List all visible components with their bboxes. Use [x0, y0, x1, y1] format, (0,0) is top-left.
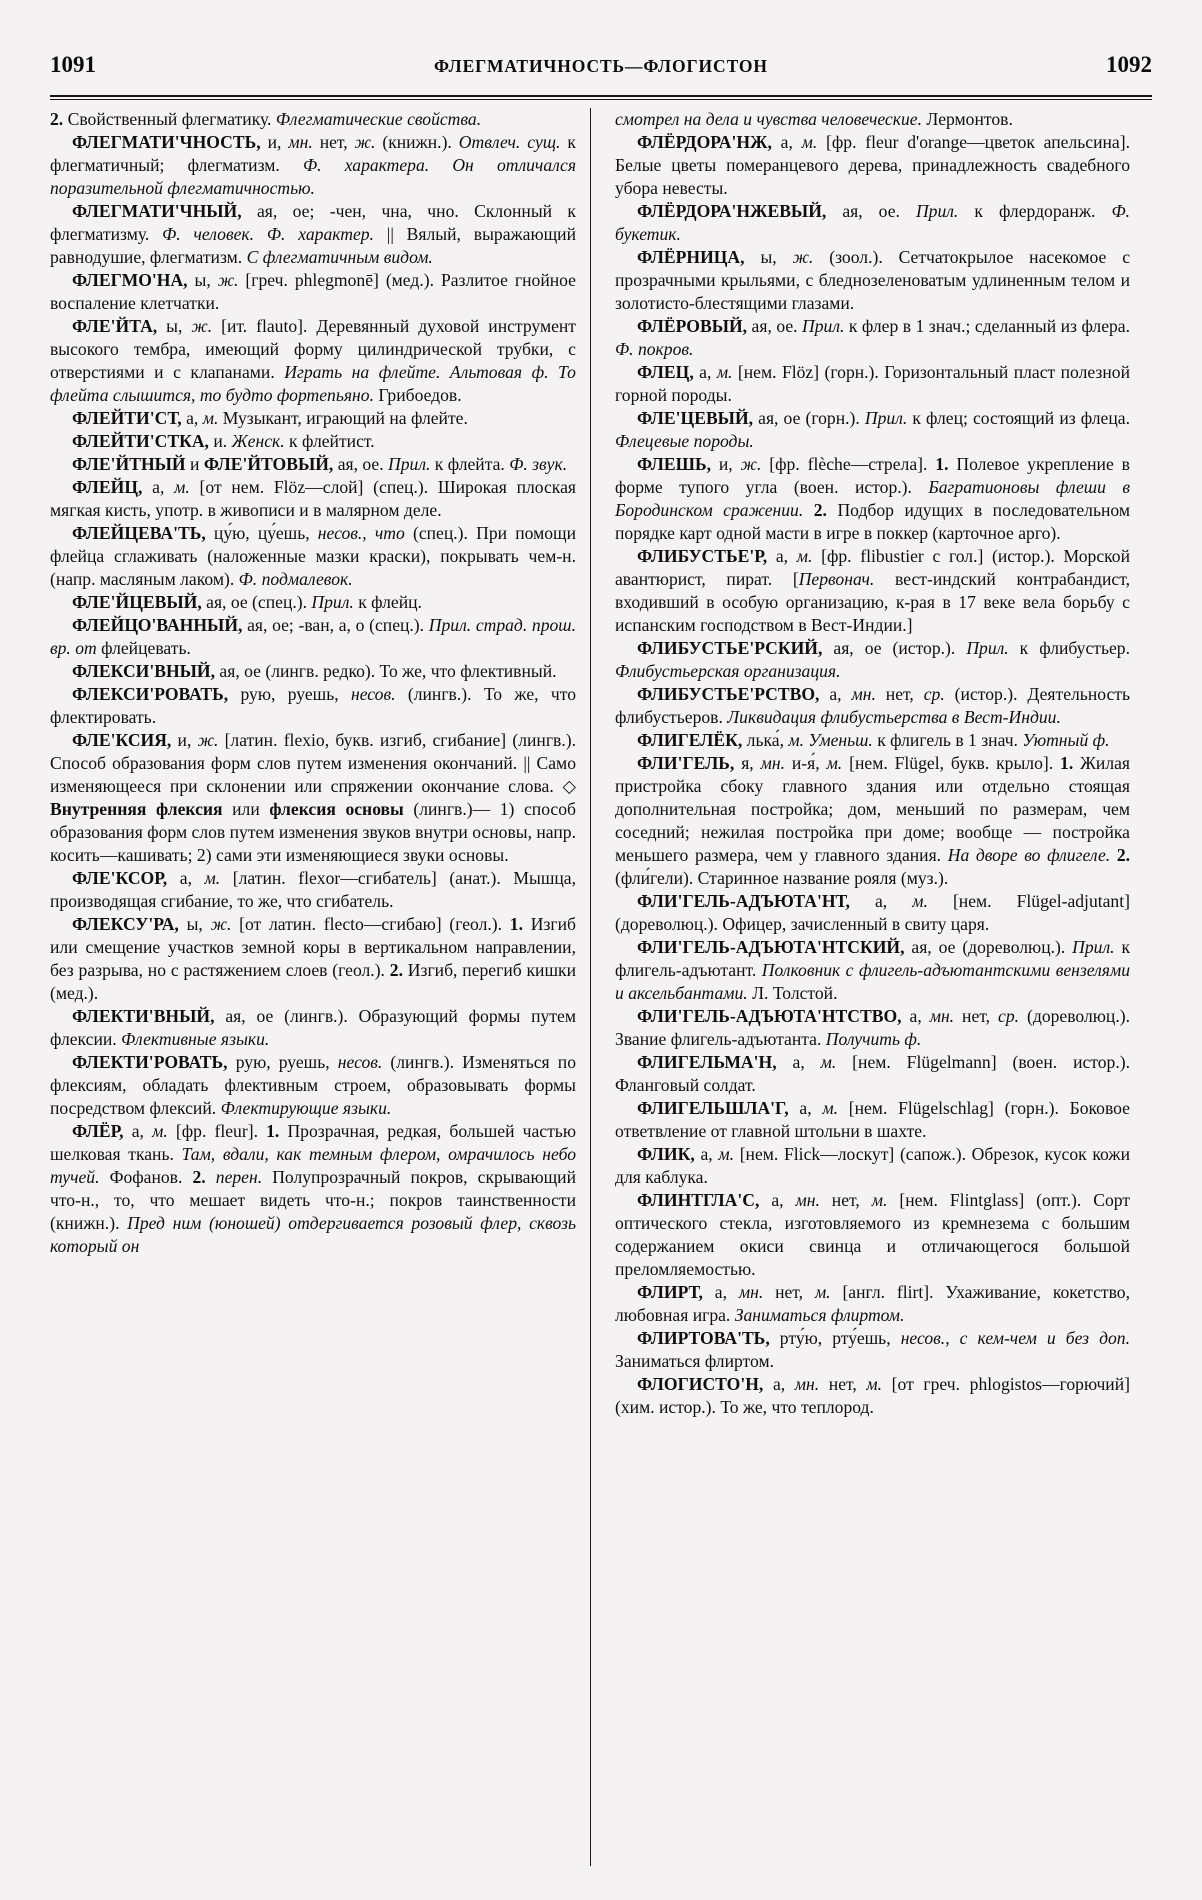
dictionary-entry: ФЛЕКСИ'РОВАТЬ, рую, руешь, несов. (лингв.). То же, что флектировать.: [50, 684, 576, 727]
dictionary-entry: ФЛЕЙТИ'СТКА, и. Женск. к флейтист.: [72, 431, 375, 451]
dictionary-entry: ФЛЕ'ЙЦЕВЫЙ, ая, ое (спец.). Прил. к флейц.: [72, 592, 422, 612]
dictionary-entry: ФЛЕЙЦО'ВАННЫЙ, ая, ое; -ван, а, о (спец.). Прил. страд. прош. вр. от флейцевать.: [50, 615, 576, 658]
dictionary-entry: ФЛИГЕЛЬШЛА'Г, а, м. [нем. Flügelschlag] (горн.). Боковое ответвление от главной штольни в шахте.: [615, 1098, 1130, 1141]
dictionary-entry: ФЛЕ'ЙТА, ы, ж. [ит. flauto]. Деревянный духовой инструмент высокого тембра, имеющий форму цилиндрической трубки, с отверстиями и с клапанами. Играть на флейте. Альтовая ф. То флейта слышится, то будто фортепьяно. Грибоедов.: [50, 316, 576, 405]
dictionary-entry: ФЛЕКТИ'ВНЫЙ, ая, ое (лингв.). Образующий формы путем флексии. Флективные языки.: [50, 1006, 576, 1049]
running-head: [50, 52, 1152, 86]
dictionary-entry: ФЛИ'ГЕЛЬ-АДЪЮТА'НТ, а, м. [нем. Flügel-adjutant] (дореволюц.). Офицер, зачисленный в свиту царя.: [615, 891, 1130, 934]
folio-left: 1091: [50, 52, 96, 77]
dictionary-entry: ФЛИНТГЛА'С, а, мн. нет, м. [нем. Flintglass] (опт.). Сорт оптического стекла, изготовляемого из кремнезема с большим содержанием окиси свинца и отличающегося большой преломляемостью.: [615, 1190, 1130, 1279]
dictionary-entry: ФЛЕ'ЙТНЫЙ и ФЛЕ'ЙТОВЫЙ, ая, ое. Прил. к флейта. Ф. звук.: [72, 454, 568, 474]
dictionary-entry: ФЛЕГМО'НА, ы, ж. [греч. phlegmonē] (мед.). Разлитое гнойное воспаление клетчатки.: [50, 270, 576, 313]
dictionary-entry: ФЛИК, а, м. [нем. Flick—лоскут] (сапож.). Обрезок, кусок кожи для каблука.: [615, 1144, 1130, 1187]
dictionary-entry: ФЛЕЦ, а, м. [нем. Flöz] (горн.). Горизонтальный пласт полезной горной породы.: [615, 362, 1130, 405]
dictionary-entry: ФЛИГЕЛЬМА'Н, а, м. [нем. Flügelmann] (воен. истор.). Фланговый солдат.: [615, 1052, 1130, 1095]
dictionary-entry: ФЛЕГМАТИ'ЧНОСТЬ, и, мн. нет, ж. (книжн.). Отвлеч. сущ. к флегматичный; флегматизм. Ф. характера. Он отличался поразительной флегматичностью.: [50, 132, 576, 198]
dictionary-entry: ФЛЕ'КСИЯ, и, ж. [латин. flexio, букв. изгиб, сгибание] (лингв.). Способ образования форм слов путем изменения окончаний. || Само изменяющееся при склонении или спряжении окончание слова. ◇ Внутренняя флексия или флексия основы (лингв.)— 1) способ образования форм слов путем изменения звуков внутри основы, напр. косить—кашивать; 2) сами эти изменяющиеся звуки основы.: [50, 730, 576, 865]
dictionary-entry: ФЛИБУСТЬЕ'РСТВО, а, мн. нет, ср. (истор.). Деятельность флибустьеров. Ликвидация флибустьерства в Вест-Индии.: [615, 684, 1130, 727]
dictionary-entry: ФЛЁРДОРА'НЖ, а, м. [фр. fleur d'orange—цветок апельсина]. Белые цветы померанцевого дерева, принадлежность свадебного убора невесты.: [615, 132, 1130, 198]
dictionary-entry: ФЛОГИСТО'Н, а, мн. нет, м. [от греч. phlogistos—горючий] (хим. истор.). То же, что теплород.: [615, 1374, 1130, 1417]
dictionary-entry: ФЛЕ'КСОР, а, м. [латин. flexor—сгибатель] (анат.). Мышца, производящая сгибание, то же, что сгибатель.: [50, 868, 576, 911]
dictionary-entry: ФЛИГЕЛЁК, лька́, м. Уменьш. к флигель в 1 знач. Уютный ф.: [637, 730, 1110, 750]
column-right: [590, 108, 1130, 1866]
dictionary-entry: ФЛЁРОВЫЙ, ая, ое. Прил. к флер в 1 знач.; сделанный из флера. Ф. покров.: [615, 316, 1131, 359]
dictionary-entry: ФЛЁР, а, м. [фр. fleur]. 1. Прозрачная, редкая, большей частью шелковая ткань. Там, вдали, как темным флером, омрачилось небо тучей. Фофанов. 2. перен. Полупрозрачный покров, скрывающий что-н., то, что мешает видеть что-н.; покров таинственности (книжн.). Пред ним (юношей) отдергивается розовый флер, сквозь который он: [50, 1121, 577, 1256]
dictionary-entry: ФЛЁРНИЦА, ы, ж. (зоол.). Сетчатокрылое насекомое с прозрачными крыльями, с бледнозеленоватым удлиненным телом и золотисто-блестящими глазами.: [615, 247, 1130, 313]
dictionary-entry: ФЛЕ'ЦЕВЫЙ, ая, ое (горн.). Прил. к флец; состоящий из флеца. Флецевые породы.: [615, 408, 1130, 451]
dictionary-entry: ФЛИРТОВА'ТЬ, рту́ю, рту́ешь, несов., с кем-чем и без доп. Заниматься флиртом.: [615, 1328, 1131, 1371]
dictionary-entry: ФЛЕКСИ'ВНЫЙ, ая, ое (лингв. редко). То же, что флективный.: [72, 661, 557, 681]
dictionary-entry: ФЛЁРДОРА'НЖЕВЫЙ, ая, ое. Прил. к флердоранж. Ф. букетик.: [615, 201, 1131, 244]
entry-continuation: 2. Свойственный флегматику. Флегматические свойства.: [50, 109, 482, 129]
dictionary-entry: ФЛИРТ, а, мн. нет, м. [англ. flirt]. Ухаживание, кокетство, любовная игра. Заниматься флиртом.: [615, 1282, 1130, 1325]
text-columns: [50, 108, 1152, 1866]
dictionary-entry: ФЛИБУСТЬЕ'РСКИЙ, ая, ое (истор.). Прил. к флибустьер. Флибустьерская организация.: [615, 638, 1130, 681]
dictionary-entry: ФЛИ'ГЕЛЬ, я, мн. и-я́, м. [нем. Flügel, букв. крыло]. 1. Жилая пристройка сбоку главного здания или отдельно стоящая дополнительная постройка; дом, меньший по размерам, чем соседний; нежилая постройка при доме; вообще — постройка меньшего размера, чем у главного здания. На дворе во флигеле. 2. (фли́гели). Старинное название рояля (муз.).: [615, 753, 1131, 888]
dictionary-entry: ФЛИБУСТЬЕ'Р, а, м. [фр. flibustier с гол.] (истор.). Морской авантюрист, пират. [Первонач. вест-индский контрабандист, входивший в особую организацию, к-рая в 17 веке вела борьбу с испанским господством в Вест-Индии.]: [615, 546, 1130, 635]
running-title: ФЛЕГМАТИЧНОСТЬ—ФЛОГИСТОН: [434, 56, 768, 76]
dictionary-entry: ФЛИ'ГЕЛЬ-АДЪЮТА'НТСТВО, а, мн. нет, ср. (дореволюц.). Звание флигель-адъютанта. Получить ф.: [615, 1006, 1130, 1049]
dictionary-entry: ФЛЕЙЦ, а, м. [от нем. Flöz—слой] (спец.). Широкая плоская мягкая кисть, употр. в живописи и в малярном деле.: [50, 477, 576, 520]
dictionary-entry: ФЛЕШЬ, и, ж. [фр. flèche—стрела]. 1. Полевое укрепление в форме тупого угла (воен. истор.). Багратионовы флеши в Бородинском сражении. 2. Подбор идущих в последовательном порядке карт одной масти в игре в поккер (карточное арго).: [615, 454, 1130, 543]
dictionary-entry: ФЛЕКТИ'РОВАТЬ, рую, руешь, несов. (лингв.). Изменяться по флексиям, обладать флективным строем, образовывать формы посредством флексий. Флектирующие языки.: [50, 1052, 576, 1118]
dictionary-entry: ФЛИ'ГЕЛЬ-АДЪЮТА'НТСКИЙ, ая, ое (дореволюц.). Прил. к флигель-адъютант. Полковник с флигель-адъютантскими вензелями и аксельбантами. Л. Толстой.: [615, 937, 1130, 1003]
header-rule: [50, 95, 1152, 100]
dictionary-entry: ФЛЕГМАТИ'ЧНЫЙ, ая, ое; -чен, чна, чно. Склонный к флегматизму. Ф. человек. Ф. характер. || Вялый, выражающий равнодушие, флегматизм. С флегматичным видом.: [50, 201, 576, 267]
column-left: [50, 108, 590, 1866]
folio-right: 1092: [1105, 52, 1152, 77]
dictionary-entry: ФЛЕКСУ'РА, ы, ж. [от латин. flecto—сгибаю] (геол.). 1. Изгиб или смещение участков земной коры в вертикальном направлении, без разрыва, но с растяжением слоев (геол.). 2. Изгиб, перегиб кишки (мед.).: [50, 914, 576, 1003]
dictionary-entry: ФЛЕЙЦЕВА'ТЬ, цу́ю, цу́ешь, несов., что (спец.). При помощи флейца сглаживать (наложенные мазки краски), покрывать чем-н. (напр. масляным лаком). Ф. подмалевок.: [50, 523, 576, 589]
dictionary-entry: ФЛЕЙТИ'СТ, а, м. Музыкант, играющий на флейте.: [72, 408, 468, 428]
entry-continuation: смотрел на дела и чувства человеческие. Лермонтов.: [615, 109, 1013, 129]
